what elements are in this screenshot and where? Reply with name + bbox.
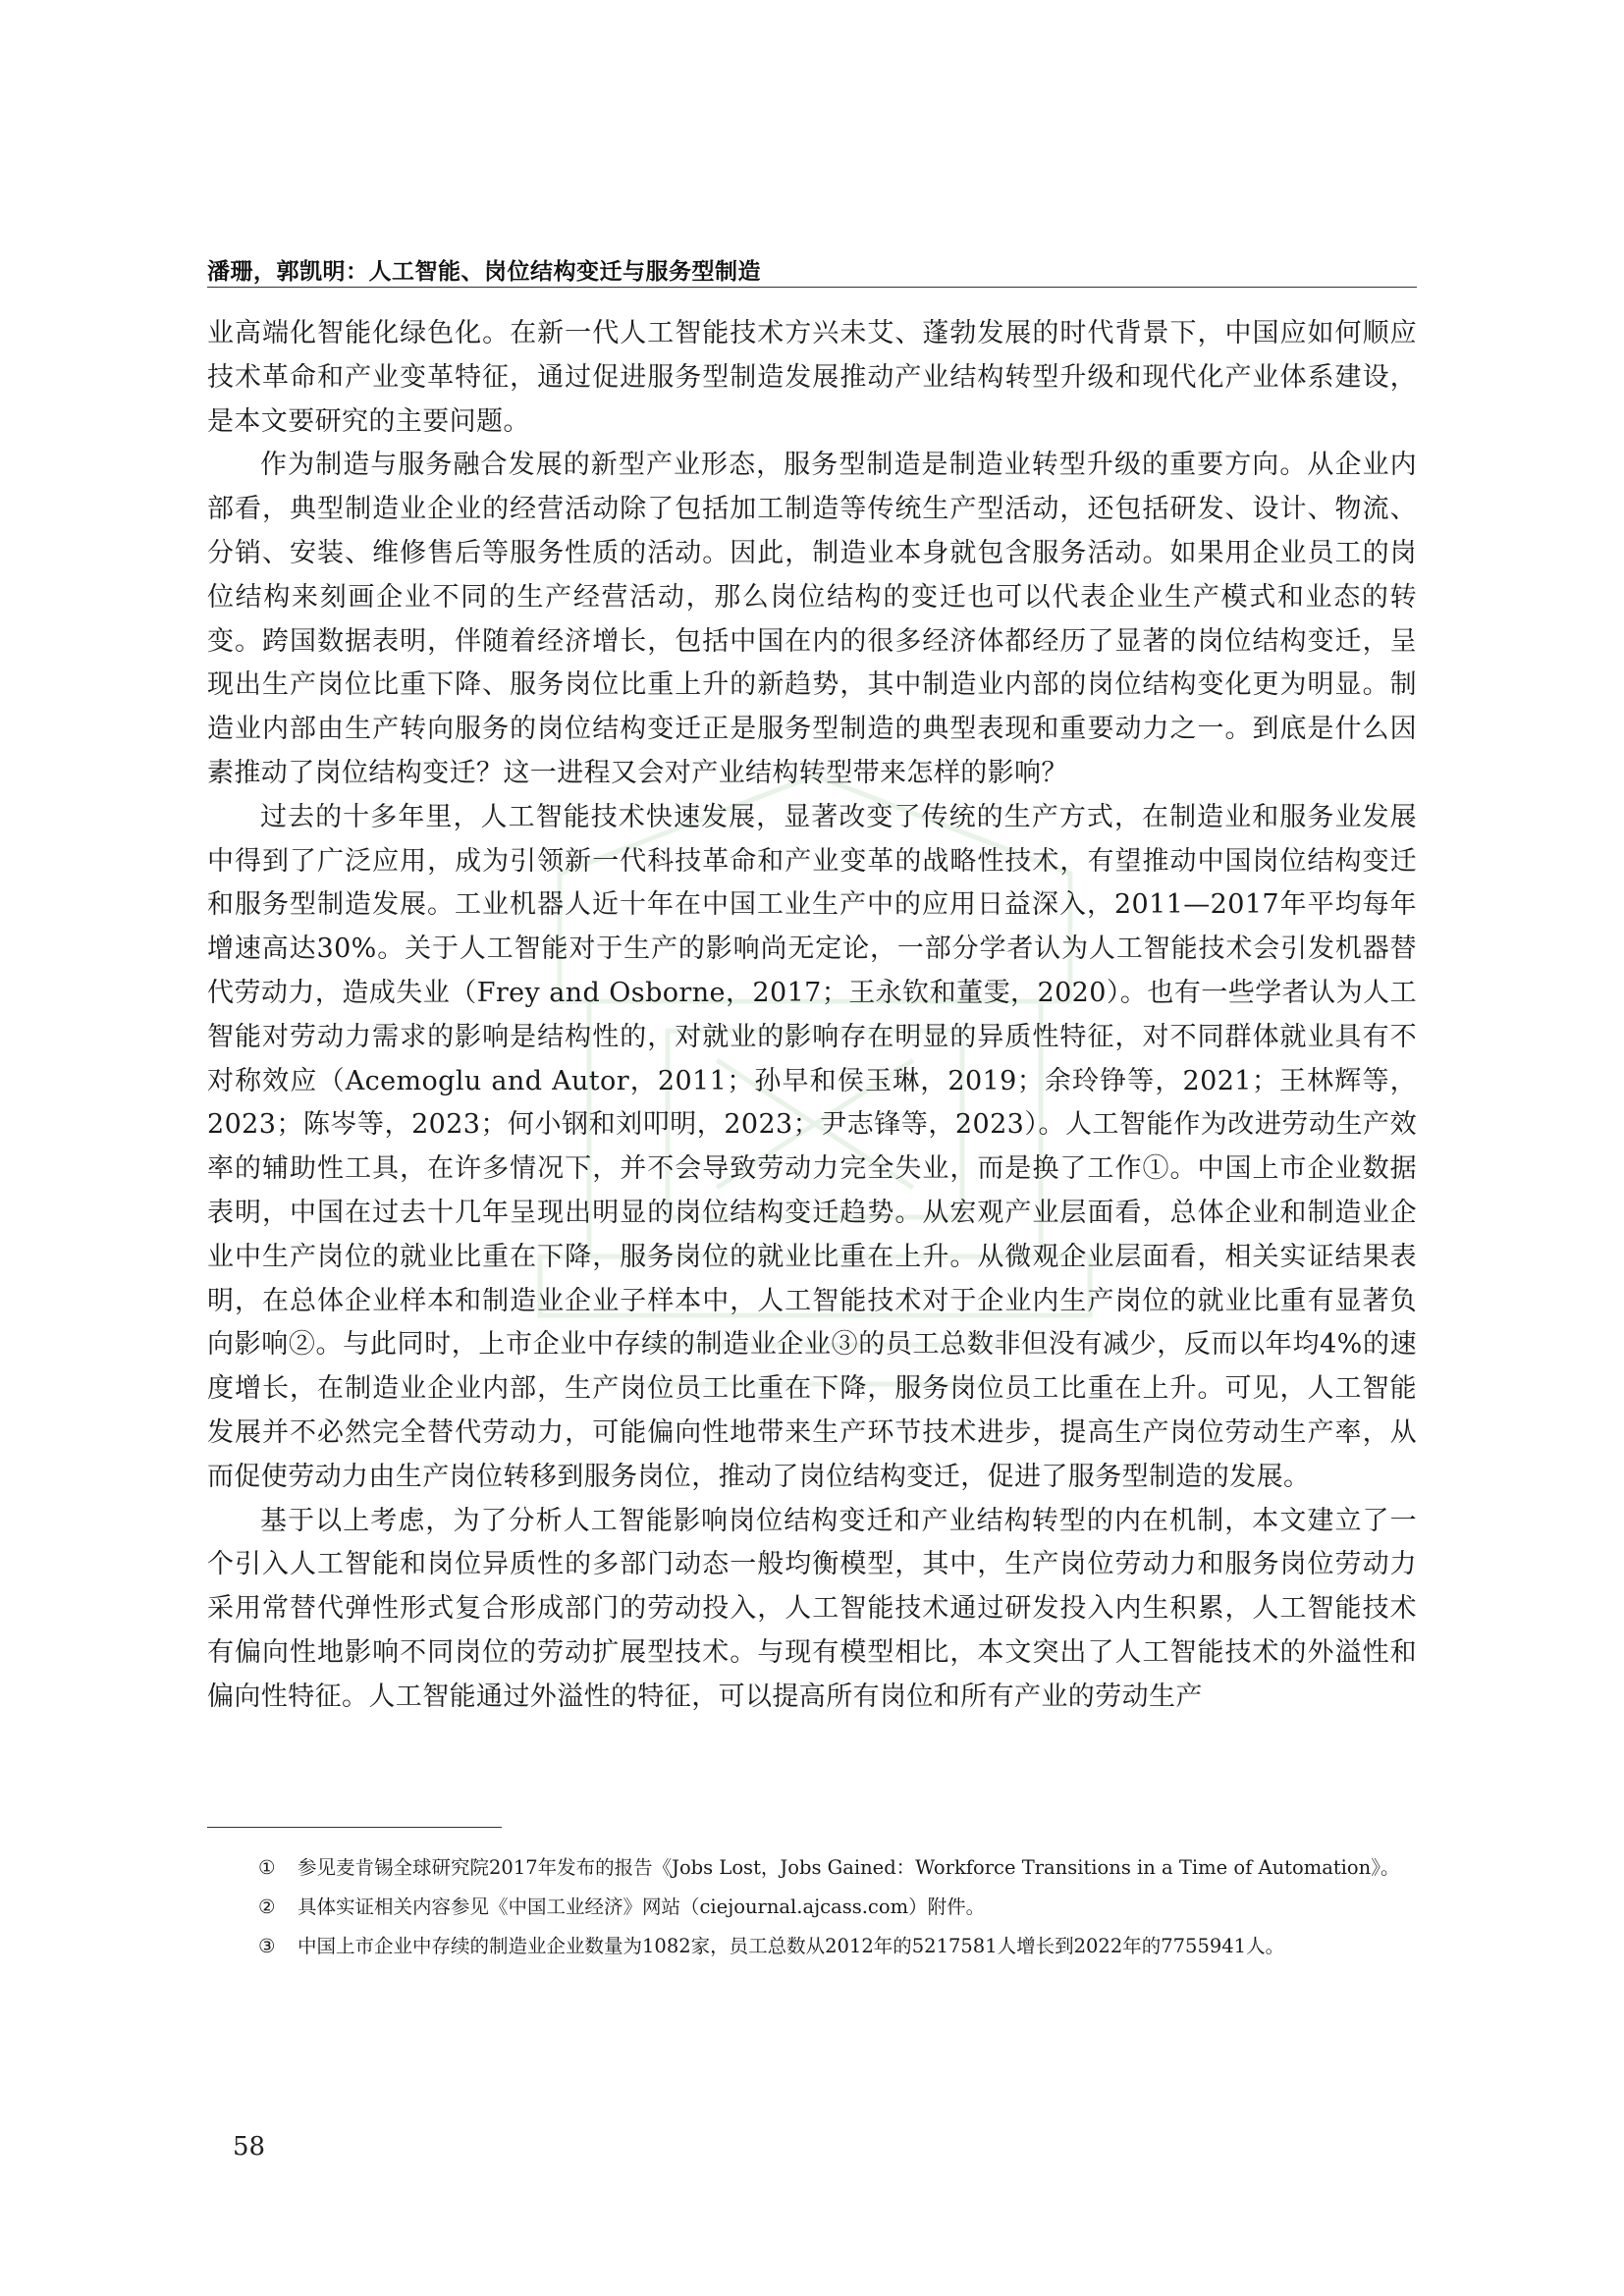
body-paragraph: 作为制造与服务融合发展的新型产业形态，服务型制造是制造业转型升级的重要方向。从企业内部看，典型制造业企业的经营活动除了包括加工制造等传统生产型活动，还包括研发、设计、物流、分销、安装、维修售后等服务性质的活动。因此，制造业本身就包含服务活动。如果用企业员工的岗位结构来刻画企业不同的生产经营活动，那么岗位结构的变迁也可以代表企业生产模式和业态的转变。跨国数据表明，伴随着经济增长，包括中国在内的很多经济体都经历了显著的岗位结构变迁，呈现出生产岗位比重下降、服务岗位比重上升的新趋势，其中制造业内部的岗位结构变化更为明显。制造业内部由生产转向服务的岗位结构变迁正是服务型制造的典型表现和重要动力之一。到底是什么因素推动了岗位结构变迁？这一进程又会对产业结构转型带来怎样的影响？: [207, 450, 1417, 788]
body-paragraph: 基于以上考虑，为了分析人工智能影响岗位结构变迁和产业结构转型的内在机制，本文建立了一个引入人工智能和岗位异质性的多部门动态一般均衡模型，其中，生产岗位劳动力和服务岗位劳动力采用常替代弹性形式复合形成部门的劳动投入，人工智能技术通过研发投入内生积累，人工智能技术有偏向性地影响不同岗位的劳动扩展型技术。与现有模型相比，本文突出了人工智能技术的外溢性和偏向性特征。人工智能通过外溢性的特征，可以提高所有岗位和所有产业的劳动生产: [207, 1505, 1417, 1712]
article-body: [207, 312, 1417, 1720]
header-rule: [207, 287, 1417, 288]
footnotes: [207, 1851, 1417, 1969]
footnote-mark: ②: [258, 1896, 276, 1918]
footnote-text: 参见麦肯锡全球研究院2017年发布的报告《Jobs Lost，Jobs Gained：Workforce Transitions in a Time of Automation》。: [298, 1856, 1400, 1879]
footnote-text: 中国上市企业中存续的制造业企业数量为1082家，员工总数从2012年的5217581人增长到2022年的7755941人。: [298, 1935, 1285, 1957]
running-title: 潘珊，郭凯明：人工智能、岗位结构变迁与服务型制造: [207, 259, 761, 285]
footnote-mark: ①: [258, 1856, 276, 1879]
page-number: 58: [233, 2132, 266, 2162]
footnote: [207, 1930, 1417, 1963]
body-paragraph: 过去的十多年里，人工智能技术快速发展，显著改变了传统的生产方式，在制造业和服务业发展中得到了广泛应用，成为引领新一代科技革命和产业变革的战略性技术，有望推动中国岗位结构变迁和服务型制造发展。工业机器人近十年在中国工业生产中的应用日益深入，2011—2017年平均每年增速高达30%。关于人工智能对于生产的影响尚无定论，一部分学者认为人工智能技术会引发机器替代劳动力，造成失业（Frey and Osborne，2017；王永钦和董雯，2020）。也有一些学者认为人工智能对劳动力需求的影响是结构性的，对就业的影响存在明显的异质性特征，对不同群体就业具有不对称效应（Acemoglu and Autor，2011；孙早和侯玉琳，2019；余玲铮等，2021；王林辉等，2023；陈岑等，2023；何小钢和刘叩明，2023；尹志锋等，2023）。人工智能作为改进劳动生产效率的辅助性工具，在许多情况下，并不会导致劳动力完全失业，而是换了工作①。中国上市企业数据表明，中国在过去十几年呈现出明显的岗位结构变迁趋势。从宏观产业层面看，总体企业和制造业企业中生产岗位的就业比重在下降，服务岗位的就业比重在上升。从微观企业层面看，相关实证结果表明，在总体企业样本和制造业企业子样本中，人工智能技术对于企业内生产岗位的就业比重有显著负向影响②。与此同时，上市企业中存续的制造业企业③的员工总数非但没有减少，反而以年均4%的速度增长，在制造业企业内部，生产岗位员工比重在下降，服务岗位员工比重在上升。可见，人工智能发展并不必然完全替代劳动力，可能偏向性地带来生产环节技术进步，提高生产岗位劳动生产率，从而促使劳动力由生产岗位转移到服务岗位，推动了岗位结构变迁，促进了服务型制造的发展。: [207, 801, 1417, 1492]
footnote-mark: ③: [258, 1935, 276, 1957]
footnote-rule: [207, 1827, 502, 1828]
footnote: [207, 1891, 1417, 1924]
footnote: [207, 1851, 1417, 1885]
body-paragraph: 业高端化智能化绿色化。在新一代人工智能技术方兴未艾、蓬勃发展的时代背景下，中国应如何顺应技术革命和产业变革特征，通过促进服务型制造发展推动产业结构转型升级和现代化产业体系建设，是本文要研究的主要问题。: [207, 318, 1417, 437]
footnote-text: 具体实证相关内容参见《中国工业经济》网站（ciejournal.ajcass.com）附件。: [298, 1896, 986, 1918]
